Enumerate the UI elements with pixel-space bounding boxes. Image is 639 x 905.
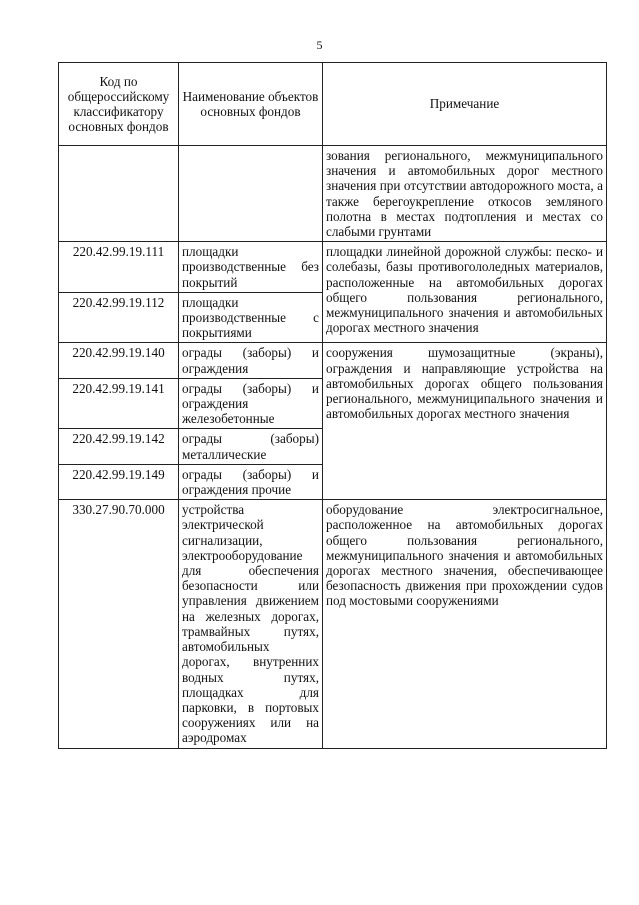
cell-name: площадки производственные с покрытиями	[179, 292, 323, 343]
cell-code: 220.42.99.19.112	[59, 292, 179, 343]
cell-name: ограды (заборы) металлические	[179, 429, 323, 464]
table-row	[59, 242, 607, 293]
cell-code: 220.42.99.19.140	[59, 343, 179, 378]
page-number: 5	[316, 38, 323, 52]
cell-note-group3: оборудование электросигнальное, расположенное на автомобильных дорогах общего пользования регионального, межмуниципального значения и автомобильных дорогах местного значения, обеспечивающее безопасность движения при прохождении судов под мостовыми сооружениями	[323, 500, 607, 748]
cell-code: 220.42.99.19.142	[59, 429, 179, 464]
table-row	[59, 343, 607, 378]
header-code: Код по общероссийскому классификатору основных фондов	[59, 63, 179, 146]
header-note: Примечание	[323, 63, 607, 146]
cell-name: площадки производственные без покрытий	[179, 242, 323, 293]
cell-continuation-note: зования регионального, межмуниципального значения и автомобильных дорог местного значения при отсутствии автодорожного моста, а также берегоукрепление откосов земляного полотна в местах подтопления и местах со слабыми грунтами	[323, 146, 607, 242]
table-header-row	[59, 63, 607, 146]
header-name: Наименование объектов основных фондов	[179, 63, 323, 146]
cell-name: устройства электрической сигнализации, электрооборудование для обеспечения безопасности или управления движением на железных дорогах, трамвайных путях, автомобильных дорогах, внутренних водных путях, площадках для парковки, в портовых сооружениях или на аэродромах	[179, 500, 323, 748]
cell-code: 220.42.99.19.149	[59, 464, 179, 499]
cell-note-group2: сооружения шумозащитные (экраны), ограждения и направляющие устройства на автомобильных дорогах общего пользования регионального, межмуниципального значения и автомобильных дорогах местного значения	[323, 343, 607, 500]
cell-name: ограды (заборы) и ограждения железобетонные	[179, 378, 323, 429]
cell-code: 220.42.99.19.141	[59, 378, 179, 429]
table-row	[59, 500, 607, 748]
table-row-continuation	[59, 146, 607, 242]
cell-name: ограды (заборы) и ограждения	[179, 343, 323, 378]
cell-empty-code	[59, 146, 179, 242]
cell-code: 330.27.90.70.000	[59, 500, 179, 748]
cell-name: ограды (заборы) и ограждения прочие	[179, 464, 323, 499]
cell-empty-name	[179, 146, 323, 242]
classifier-table	[58, 62, 607, 749]
cell-note-group1: площадки линейной дорожной службы: песко- и солебазы, базы противогололедных материалов, расположенные на автомобильных дорогах общего пользования регионального, межмуниципального значения и автомобильных дорогах местного значения	[323, 242, 607, 343]
cell-code: 220.42.99.19.111	[59, 242, 179, 293]
